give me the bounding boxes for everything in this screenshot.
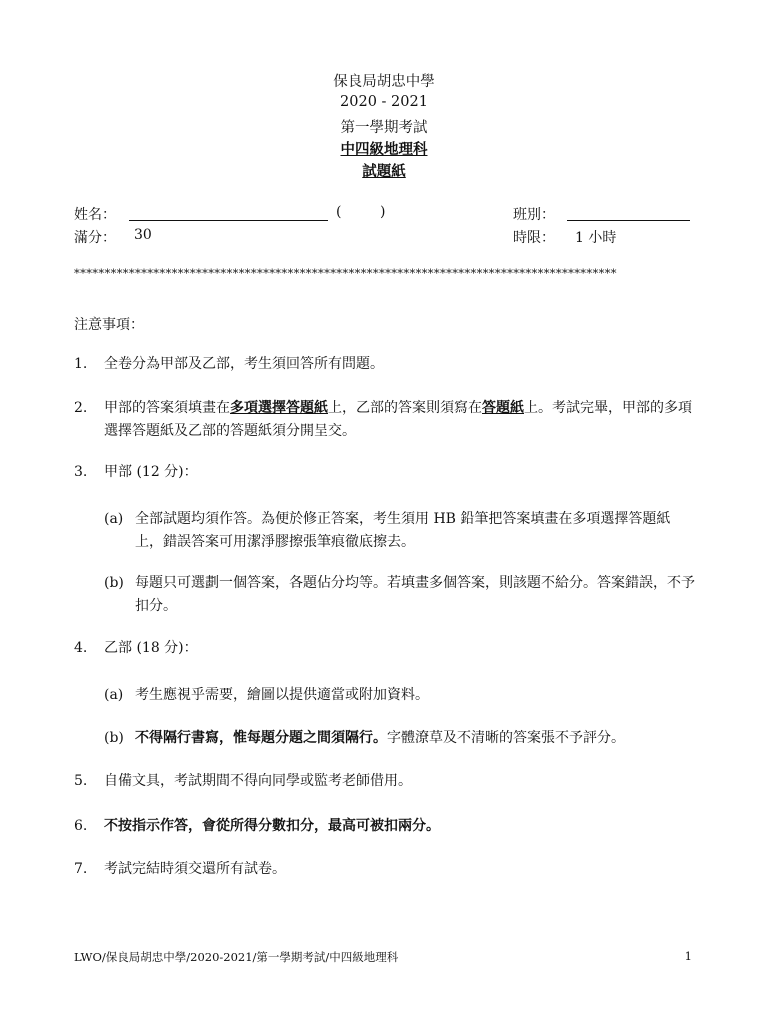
paper-title: 試題紙 (362, 163, 406, 180)
class-number-open-paren: ( (336, 204, 342, 220)
page-number: 1 (684, 949, 692, 963)
sub-item-label: (a) (104, 687, 124, 703)
item-text-part: 上。考試完畢，甲部的多項選擇答題紙及乙部的答題紙須分開呈交。 (104, 400, 692, 439)
mc-answer-sheet-emphasis: 多項選擇答題紙 (230, 400, 328, 416)
item-text: 考試完結時須交還所有試卷。 (104, 861, 286, 877)
sub-item-text: 每題只可選劃一個答案，各題佔分均等。若填畫多個答案，則該題不給分。答案錯誤，不予扣分。 (135, 575, 695, 614)
marks-value: 30 (134, 227, 152, 243)
item-number: 4. (74, 640, 88, 656)
time-value: 1 小時 (575, 230, 617, 246)
item-text-part: 甲部的答案須填畫在 (104, 400, 230, 416)
school-name: 保良局胡忠中學 (333, 74, 435, 90)
footer-reference: LWO/保良局胡忠中學/2020-2021/第一學期考試/中四級地理科 (74, 950, 399, 964)
sub-item-text: 考生應視乎需要，繪圖以提供適當或附加資料。 (135, 687, 429, 703)
sub-item-bold-text: 不得隔行書寫，惟每題分題之間須隔行。 (135, 730, 387, 746)
item-number: 1. (74, 356, 88, 372)
class-label: 班別： (513, 207, 555, 223)
sub-item-label: (b) (104, 730, 124, 746)
item-number: 5. (74, 773, 88, 789)
item-text: 自備文具，考試期間不得向同學或監考老師借用。 (104, 773, 412, 789)
sub-item-label: (a) (104, 511, 124, 527)
school-year: 2020 - 2021 (340, 94, 428, 110)
class-field[interactable] (567, 220, 690, 221)
sub-item-text: 全部試題均須作答。為便於修正答案，考生須用 HB 鉛筆把答案填畫在多項選擇答題紙上，錯誤答案可用潔淨膠擦張筆痕徹底擦去。 (135, 511, 671, 550)
item-text: 全卷分為甲部及乙部，考生須回答所有問題。 (104, 356, 384, 372)
section-a-heading: 甲部 (12 分)： (104, 464, 198, 480)
item-text-part: 上，乙部的答案則須寫在 (328, 400, 482, 416)
exam-title: 第一學期考試 (340, 120, 428, 136)
name-label: 姓名： (74, 207, 116, 223)
notes-title: 注意事項： (74, 317, 144, 333)
sub-item-text (135, 727, 698, 750)
answer-sheet-emphasis: 答題紙 (482, 400, 524, 416)
name-field[interactable] (129, 220, 328, 221)
sub-item-plain-text: 字體潦草及不清晰的答案張不予評分。 (387, 730, 625, 746)
separator-line: ***************************************************************************************** (74, 266, 617, 280)
item-number: 7. (74, 861, 88, 877)
sub-item-label: (b) (104, 575, 124, 591)
item-number: 2. (74, 400, 88, 416)
item-text-bold: 不按指示作答，會從所得分數扣分，最高可被扣兩分。 (104, 818, 440, 834)
section-b-heading: 乙部 (18 分)： (104, 640, 198, 656)
subject-title: 中四級地理科 (340, 141, 428, 158)
marks-label: 滿分： (74, 230, 116, 246)
item-number: 6. (74, 818, 88, 834)
item-number: 3. (74, 464, 88, 480)
class-number-close-paren: ) (380, 204, 386, 220)
item-text (104, 397, 698, 443)
time-label: 時限： (513, 230, 555, 246)
